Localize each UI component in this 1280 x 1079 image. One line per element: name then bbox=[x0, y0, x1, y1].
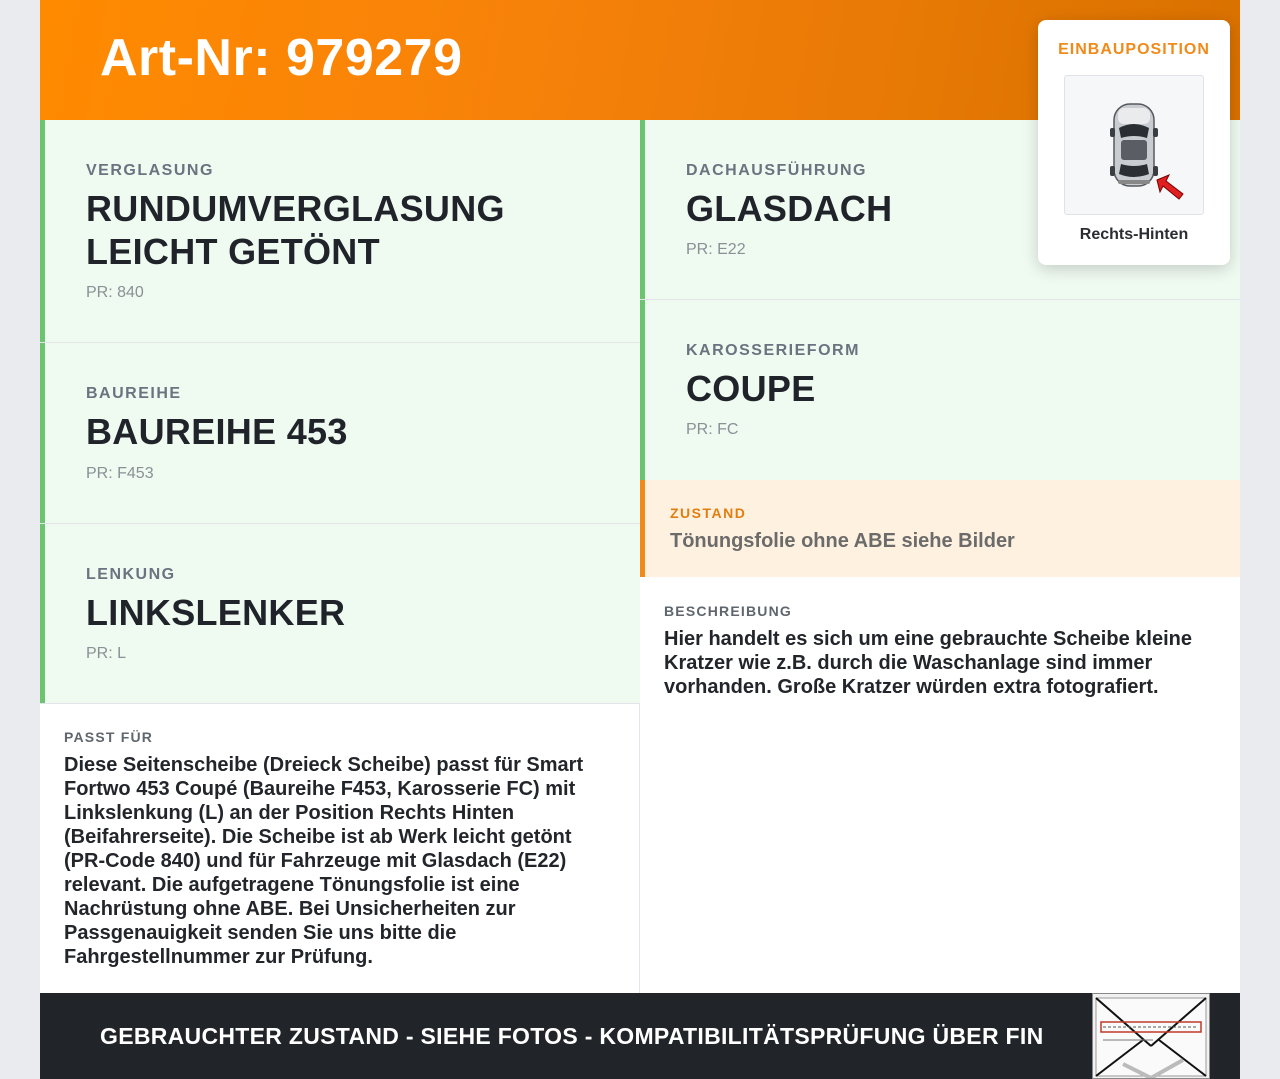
product-sheet bbox=[40, 0, 1240, 1079]
text-line: relevant. Die aufgetragene Tönungsfolie ist eine bbox=[64, 874, 520, 896]
text-line: (Beifahrerseite). Die Scheibe ist ab Werk leicht getönt bbox=[64, 826, 572, 848]
text-line: Hier handelt es sich um eine gebrauchte Scheibe kleine bbox=[664, 628, 1192, 650]
condition-text: Tönungsfolie ohne ABE siehe Bilder bbox=[670, 530, 1015, 552]
position-title: EINBAUPOSITION bbox=[1058, 41, 1210, 58]
condition-box bbox=[640, 480, 1240, 577]
attribute-pr-code: PR: FC bbox=[686, 421, 739, 438]
attribute-value: GLASDACH bbox=[686, 188, 893, 229]
position-arrow-icon bbox=[1153, 172, 1189, 202]
attribute-label: DACHAUSFÜHRUNG bbox=[686, 162, 867, 179]
attribute-pr-code: PR: L bbox=[86, 645, 127, 662]
condition-label: ZUSTAND bbox=[670, 505, 747, 521]
attribute-value-line: RUNDUMVERGLASUNG bbox=[86, 188, 505, 229]
attribute-value: COUPE bbox=[686, 368, 816, 409]
attribute-baureihe bbox=[40, 343, 640, 523]
article-number: Art-Nr: 979279 bbox=[100, 29, 463, 87]
text-line: (PR-Code 840) und für Fahrzeuge mit Glasdach (E22) bbox=[64, 850, 567, 872]
attribute-label: VERGLASUNG bbox=[86, 162, 214, 179]
text-line: Nachrüstung ohne ABE. Bei Unsicherheiten zur bbox=[64, 898, 516, 920]
installation-position-card bbox=[1038, 20, 1230, 265]
attribute-value: BAUREIHE 453 bbox=[86, 411, 348, 452]
fits-for-text bbox=[64, 753, 583, 969]
description-label: BESCHREIBUNG bbox=[664, 603, 792, 619]
text-line: Fahrgestellnummer zur Prüfung. bbox=[64, 946, 373, 968]
attribute-pr-code: PR: E22 bbox=[686, 241, 746, 258]
attribute-pr-code: PR: F453 bbox=[86, 465, 154, 482]
attribute-pr-code: PR: 840 bbox=[86, 284, 144, 301]
text-line: Kratzer wie z.B. durch die Waschanlage sind immer bbox=[664, 652, 1153, 674]
attribute-value-line: LEICHT GETÖNT bbox=[86, 231, 380, 272]
description-text bbox=[664, 627, 1192, 699]
footer-bar bbox=[40, 993, 1240, 1079]
document-photo-thumbnail[interactable] bbox=[1092, 993, 1210, 1079]
attribute-verglasung bbox=[40, 120, 640, 342]
column-divider bbox=[639, 704, 640, 994]
text-line: Passgenauigkeit senden Sie uns bitte die bbox=[64, 922, 457, 944]
attribute-label: BAUREIHE bbox=[86, 385, 182, 402]
attribute-value bbox=[86, 187, 505, 273]
text-line: Fortwo 453 Coupé (Baureihe F453, Karosserie FC) mit bbox=[64, 778, 576, 800]
divider bbox=[40, 703, 640, 704]
text-line: vorhanden. Große Kratzer würden extra fotografiert. bbox=[664, 676, 1159, 698]
text-line: Linkslenkung (L) an der Position Rechts Hinten bbox=[64, 802, 515, 824]
attribute-karosserieform bbox=[640, 300, 1240, 480]
footer-text: GEBRAUCHTER ZUSTAND - SIEHE FOTOS - KOMPATIBILITÄTSPRÜFUNG ÜBER FIN bbox=[100, 1023, 1044, 1049]
document-photo-icon bbox=[1093, 994, 1210, 1079]
attribute-lenkung bbox=[40, 524, 640, 704]
attribute-value: LINKSLENKER bbox=[86, 592, 346, 633]
attribute-label: LENKUNG bbox=[86, 566, 176, 583]
attribute-label: KAROSSERIEFORM bbox=[686, 342, 860, 359]
fits-for-label: PASST FÜR bbox=[64, 729, 154, 745]
position-diagram bbox=[1064, 75, 1204, 215]
text-line: Diese Seitenscheibe (Dreieck Scheibe) passt für Smart bbox=[64, 754, 584, 776]
position-name: Rechts-Hinten bbox=[1079, 226, 1189, 243]
